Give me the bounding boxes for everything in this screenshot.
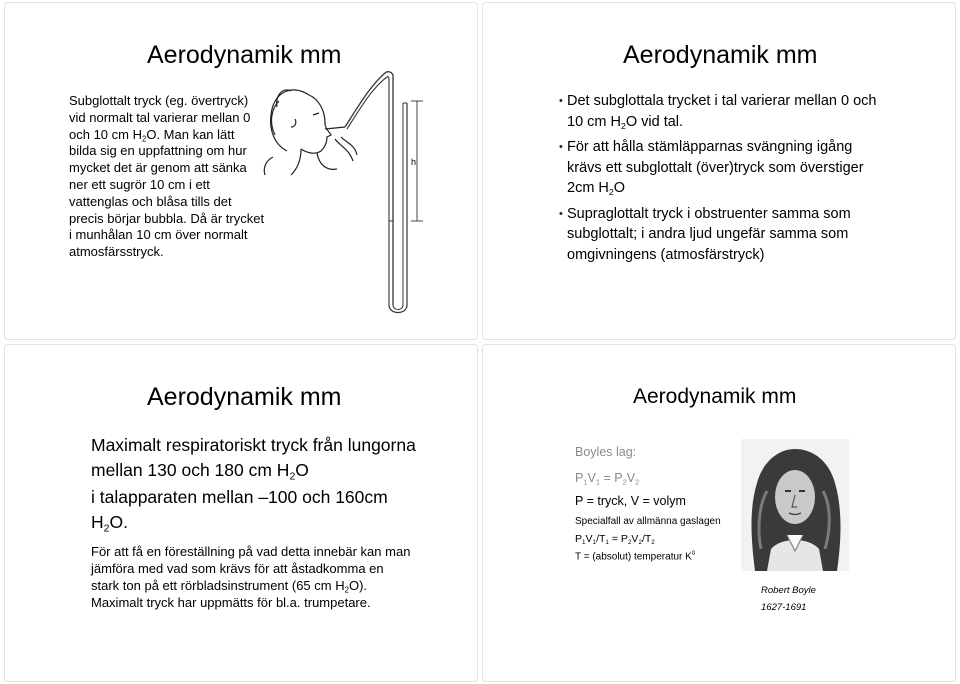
robert-boyle-portrait [741, 439, 849, 571]
portrait-caption-name: Robert Boyle [761, 585, 816, 596]
girl-illustration [264, 90, 357, 175]
portrait-caption-years: 1627-1691 [761, 602, 807, 613]
gas-law-equation: $P_1V_1/T_1 = P_2V_2/T_2$ [575, 533, 655, 547]
bullet-list [559, 91, 883, 270]
slide-title: Aerodynamik mm [623, 41, 818, 69]
definition: P = tryck, V = volym [575, 494, 686, 508]
bullet-item [559, 91, 883, 132]
slide-4 [482, 344, 956, 682]
bullet-icon: • [559, 141, 563, 153]
slide-title: Aerodynamik mm [147, 41, 342, 69]
boyle-equation: $P_1V_1 = P_2V_2$ [575, 471, 640, 487]
comparison-text: För att få en föreställning på vad detta innebär kan man jämföra med vad som krävs för att åstadkomma en stark ton på ett rörbladsinstrument (65 cm $H_2O$). Maximalt tryck har uppmätts för bl.a. trumpetare. [91, 544, 411, 610]
body-text: Subglottalt tryck (eg. övertryck) vid normalt tal varierar mellan 0 och 10 cm H [69, 93, 251, 142]
body-text: O. Man kan lätt bilda sig en uppfattning om hur mycket det är genom att sänka ner ett sugrör 10 cm i ett vattenglas och blåsa tills det precis börjar bubbla. Då är trycket i munhålan 10 cm över normalt atmosfärsstryck. [69, 126, 265, 260]
bullet-text: För att hålla stämläpparnas svängning igång krävs ett subglottalt (över)tryck som överstiger 2cm H [567, 139, 864, 196]
max-pressure-text [91, 433, 421, 535]
special-case: Specialfall av allmänna gaslagen [575, 516, 721, 527]
height-label: h [411, 157, 417, 167]
bullet-item [559, 137, 883, 199]
subscript: 2 [141, 134, 147, 144]
bullet-item [559, 204, 883, 266]
bullet-icon: • [559, 207, 563, 220]
slide-3 [4, 344, 478, 682]
bullet-text: Supraglottalt tryck i obstruenter samma som subglottalt; i andra ljud ungefär samma som omgivningens (atmosfärstryck) [567, 205, 851, 263]
slide-title: Aerodynamik mm [147, 383, 342, 411]
paragraph: Maximalt respiratoriskt tryck från lungorna mellan 130 och 180 cm $H_2O$ [91, 435, 416, 483]
bullet-text: Det subglottala trycket i tal varierar mellan 0 och 10 cm H [567, 93, 877, 130]
paragraph: i talapparaten mellan –100 och 160cm $H_2O$. [91, 487, 388, 535]
slide-body [69, 93, 265, 261]
bullet-text: O vid tal. [625, 113, 684, 130]
slide-1 [4, 2, 478, 340]
law-title: Boyles lag: [575, 445, 637, 459]
temperature-note: T = (absolut) temperatur $K^0$ [575, 551, 696, 563]
slide-2 [482, 2, 956, 340]
slide-title: Aerodynamik mm [633, 385, 797, 408]
subscript: 2 [621, 120, 626, 131]
bullet-icon: • [559, 95, 563, 107]
straw-manometer-figure [261, 65, 441, 321]
bullet-text: O [613, 180, 626, 196]
subscript: 2 [608, 187, 614, 198]
